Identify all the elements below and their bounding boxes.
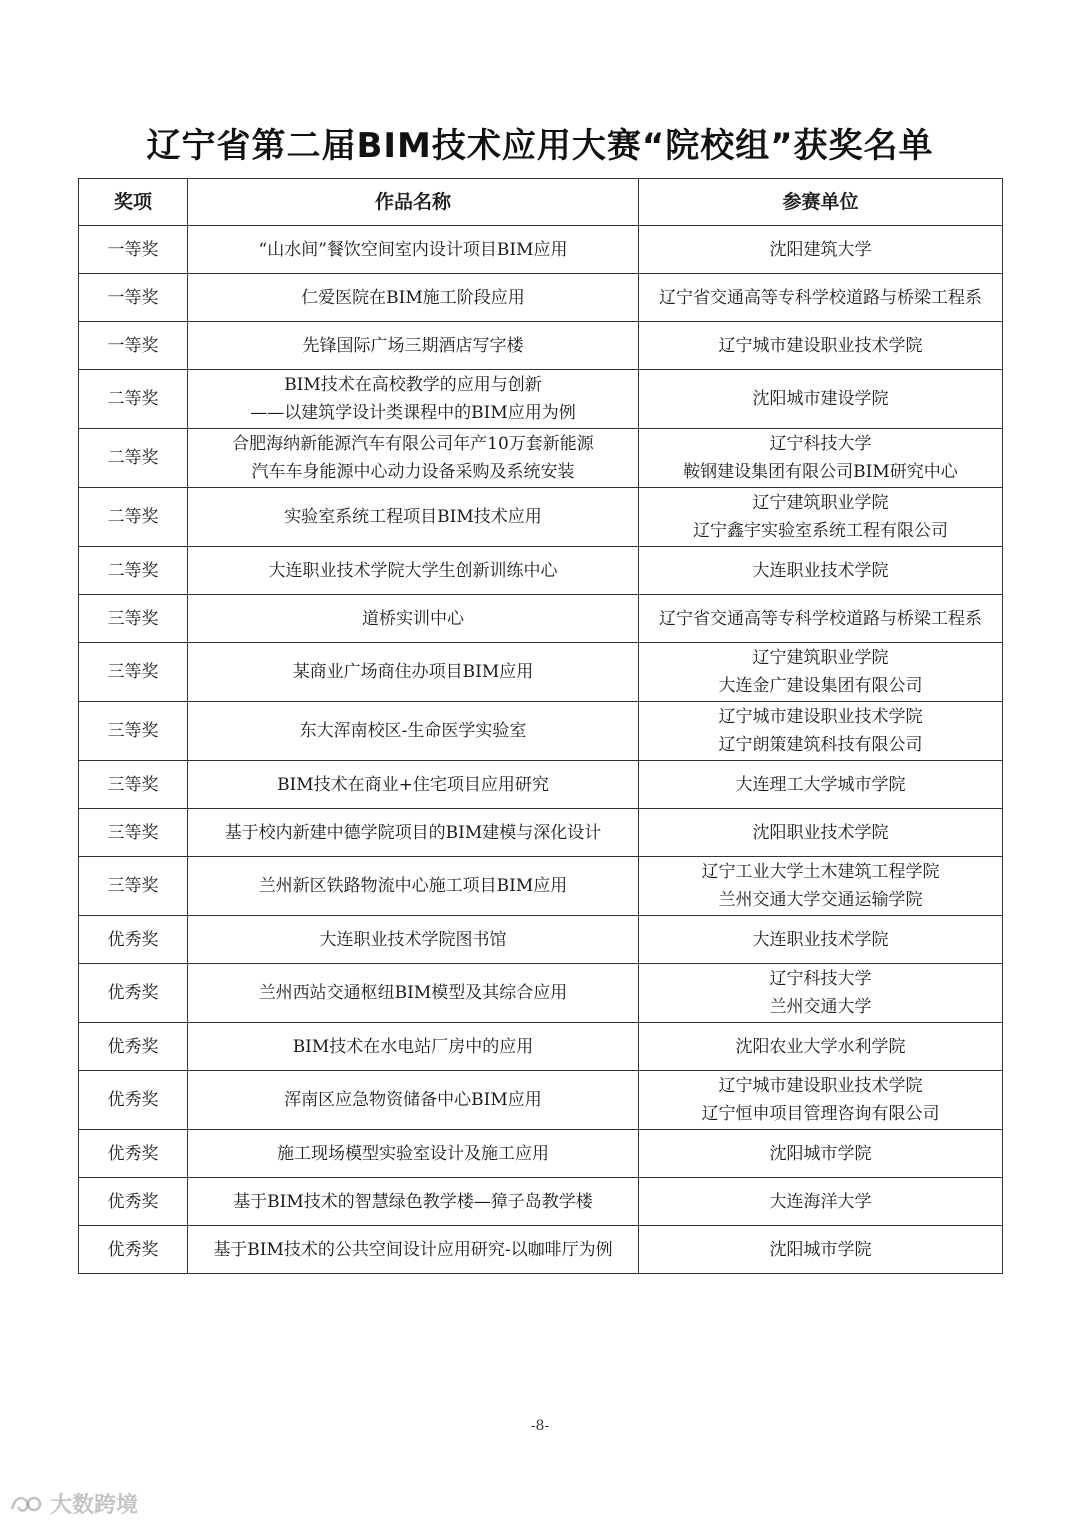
unit-cell [639,761,1003,809]
header-award: 奖项 [79,179,188,226]
work-line: 基于校内新建中德学院项目的BIM建模与深化设计 [224,822,602,843]
unit-line: 辽宁建筑职业学院 [752,493,889,513]
table-body [79,226,1003,1274]
work-line: 汽车车身能源中心动力设备采购及系统安装 [251,462,575,482]
work-line: 大连职业技术学院图书馆 [319,929,507,950]
work-cell [188,761,639,809]
work-line: 基于BIM技术的智慧绿色教学楼—獐子岛教学楼 [233,1191,593,1212]
unit-line: 辽宁工业大学土木建筑工程学院 [701,862,940,882]
work-line: 实验室系统工程项目BIM技术应用 [284,507,542,527]
unit-cell [639,916,1003,964]
watermark-logo-icon [10,1493,44,1515]
unit-line: 沈阳职业技术学院 [752,822,889,843]
award-cell: 二等奖 [79,547,188,595]
award-cell: 一等奖 [79,322,188,370]
work-line: 兰州西站交通枢纽BIM模型及其综合应用 [258,983,568,1003]
award-cell: 一等奖 [79,274,188,322]
table-row [79,1023,1003,1071]
award-cell: 三等奖 [79,595,188,643]
award-cell: 二等奖 [79,488,188,547]
award-cell: 三等奖 [79,702,188,761]
unit-line: 辽宁城市建设职业技术学院 [718,1076,923,1096]
table-row [79,1071,1003,1130]
work-cell [188,1071,639,1130]
work-cell [188,702,639,761]
award-cell: 优秀奖 [79,964,188,1023]
watermark-text: 大数跨境 [50,1493,139,1518]
work-cell [188,1178,639,1226]
page-number: -8- [530,1418,550,1434]
unit-line: 辽宁恒申项目管理咨询有限公司 [701,1104,940,1124]
table-row [79,322,1003,370]
table-row [79,226,1003,274]
header-unit: 参赛单位 [639,179,1003,226]
unit-line: 辽宁省交通高等专科学校道路与桥梁工程系 [659,608,982,629]
table-row [79,702,1003,761]
work-line: ——以建筑学设计类课程中的BIM应用为例 [250,403,576,423]
unit-line: 辽宁鑫宇实验室系统工程有限公司 [693,521,948,541]
work-line: 道桥实训中心 [362,608,464,629]
unit-cell [639,322,1003,370]
unit-line: 沈阳城市学院 [769,1239,872,1260]
unit-cell [639,643,1003,702]
unit-cell [639,547,1003,595]
work-cell [188,370,639,429]
unit-cell [639,370,1003,429]
header-work: 作品名称 [188,179,639,226]
award-cell: 优秀奖 [79,1071,188,1130]
awards-table [78,178,1003,1274]
table-row [79,429,1003,488]
work-line: 施工现场模型实验室设计及施工应用 [277,1143,549,1164]
unit-line: 辽宁城市建设职业技术学院 [718,335,923,356]
table-row [79,1130,1003,1178]
work-cell [188,322,639,370]
unit-cell [639,857,1003,916]
work-line: “山水间”餐饮空间室内设计项目BIM应用 [258,239,568,260]
award-cell: 二等奖 [79,429,188,488]
work-cell [188,916,639,964]
unit-cell [639,429,1003,488]
table-row [79,274,1003,322]
table-row [79,964,1003,1023]
award-cell: 优秀奖 [79,1226,188,1274]
unit-line: 大连职业技术学院 [752,929,889,950]
unit-cell [639,702,1003,761]
work-cell [188,1226,639,1274]
unit-cell [639,1226,1003,1274]
work-line: BIM技术在水电站厂房中的应用 [292,1036,534,1057]
table-row [79,488,1003,547]
unit-line: 大连职业技术学院 [752,560,889,581]
table-row [79,1226,1003,1274]
unit-cell [639,1023,1003,1071]
table-row [79,857,1003,916]
work-cell [188,488,639,547]
unit-cell [639,1130,1003,1178]
work-line: BIM技术在商业+住宅项目应用研究 [277,774,549,795]
work-cell [188,964,639,1023]
unit-line: 辽宁省交通高等专科学校道路与桥梁工程系 [659,287,982,308]
unit-line: 沈阳农业大学水利学院 [735,1036,906,1057]
award-cell: 优秀奖 [79,916,188,964]
work-cell [188,809,639,857]
table-row [79,809,1003,857]
unit-line: 大连理工大学城市学院 [735,774,906,795]
work-line: 先锋国际广场三期酒店写字楼 [302,335,524,356]
unit-cell [639,226,1003,274]
work-line: 仁爱医院在BIM施工阶段应用 [301,287,525,308]
table-row [79,595,1003,643]
table-row [79,643,1003,702]
unit-line: 辽宁科技大学 [769,434,872,454]
table-row [79,1178,1003,1226]
unit-cell [639,595,1003,643]
unit-line: 沈阳建筑大学 [769,239,872,260]
unit-cell [639,274,1003,322]
work-cell [188,547,639,595]
table-row [79,916,1003,964]
award-cell: 二等奖 [79,370,188,429]
unit-cell [639,1178,1003,1226]
work-cell [188,595,639,643]
award-cell: 一等奖 [79,226,188,274]
work-line: 兰州新区铁路物流中心施工项目BIM应用 [258,876,568,896]
unit-line: 沈阳城市学院 [769,1143,872,1164]
award-cell: 优秀奖 [79,1023,188,1071]
unit-line: 兰州交通大学交通运输学院 [718,890,923,910]
award-cell: 优秀奖 [79,1130,188,1178]
work-cell [188,857,639,916]
work-line: BIM技术在高校教学的应用与创新 [284,375,542,395]
unit-line: 沈阳城市建设学院 [752,389,889,409]
page-title: 辽宁省第二届BIM技术应用大赛“院校组”获奖名单 [146,126,934,166]
award-cell: 三等奖 [79,857,188,916]
unit-line: 辽宁科技大学 [769,969,872,989]
table-header-row [79,179,1003,226]
work-line: 合肥海纳新能源汽车有限公司年产10万套新能源 [232,434,594,454]
work-line: 基于BIM技术的公共空间设计应用研究-以咖啡厅为例 [213,1239,613,1260]
watermark [10,1488,138,1519]
unit-line: 辽宁建筑职业学院 [752,648,889,668]
unit-cell [639,809,1003,857]
work-line: 大连职业技术学院大学生创新训练中心 [268,560,558,581]
award-cell: 三等奖 [79,643,188,702]
work-cell [188,643,639,702]
unit-line: 辽宁城市建设职业技术学院 [718,707,923,727]
table-row [79,761,1003,809]
unit-line: 大连海洋大学 [769,1191,872,1212]
work-line: 东大浑南校区-生命医学实验室 [299,721,527,741]
unit-line: 辽宁朗策建筑科技有限公司 [718,735,923,755]
work-cell [188,226,639,274]
table-row [79,547,1003,595]
unit-line: 兰州交通大学 [769,997,872,1017]
work-line: 浑南区应急物资储备中心BIM应用 [284,1090,542,1110]
award-cell: 优秀奖 [79,1178,188,1226]
work-cell [188,1130,639,1178]
work-cell [188,274,639,322]
unit-cell [639,1071,1003,1130]
unit-line: 大连金广建设集团有限公司 [718,676,923,696]
unit-cell [639,488,1003,547]
unit-cell [639,964,1003,1023]
unit-line: 鞍钢建设集团有限公司BIM研究中心 [683,462,958,482]
work-line: 某商业广场商住办项目BIM应用 [292,662,534,682]
award-cell: 三等奖 [79,761,188,809]
work-cell [188,429,639,488]
work-cell [188,1023,639,1071]
award-cell: 三等奖 [79,809,188,857]
table-row [79,370,1003,429]
